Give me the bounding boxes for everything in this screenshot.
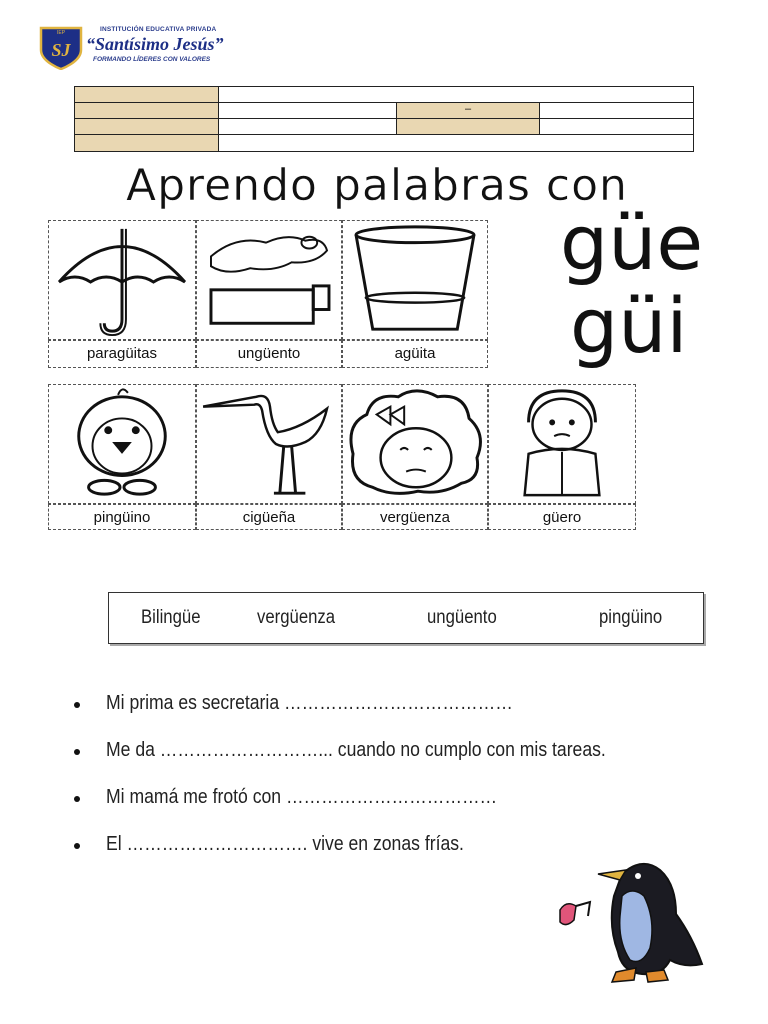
word-bank-box — [108, 592, 704, 644]
info-value-field[interactable] — [219, 103, 397, 118]
info-label-cell — [75, 103, 219, 118]
penguin-icon — [48, 384, 196, 504]
info-label-cell: – — [397, 103, 540, 118]
info-row — [75, 103, 693, 119]
student-info-table — [74, 86, 694, 152]
info-row — [75, 135, 693, 151]
blond-boy-icon — [488, 384, 636, 504]
stork-icon — [196, 384, 342, 504]
info-value-field[interactable] — [540, 119, 693, 134]
info-value-field[interactable] — [540, 103, 693, 118]
big-word-gui: güi — [570, 281, 688, 370]
info-row — [75, 119, 693, 135]
umbrella-icon — [48, 220, 196, 340]
word-bank-item: pingüino — [599, 607, 663, 628]
svg-text:IEP: IEP — [56, 30, 66, 36]
word-bank-item: vergüenza — [257, 607, 336, 628]
school-motto: FORMANDO LÍDERES CON VALORES — [93, 56, 211, 63]
info-label-cell — [75, 135, 219, 151]
school-name: “Santísimo Jesús” — [86, 34, 224, 54]
exercise-sentence: Mi prima es secretaria ………………………………… — [106, 692, 513, 714]
card-label: vergüenza — [342, 504, 488, 530]
ashamed-girl-icon — [342, 384, 488, 504]
info-value-field[interactable] — [219, 119, 397, 134]
info-label-cell — [397, 119, 540, 134]
school-logo-icon — [38, 26, 84, 70]
card-label: agüita — [342, 340, 488, 368]
card-label: ungüento — [196, 340, 342, 368]
exercise-sentence: Me da ………………………... cuando no cumplo con mis tareas. — [106, 739, 606, 761]
water-glass-icon — [342, 220, 488, 340]
big-word-gue: güe — [560, 198, 704, 287]
info-row — [75, 87, 693, 103]
info-value-field[interactable] — [219, 135, 693, 151]
bullet-icon — [74, 749, 80, 755]
card-label: cigüeña — [196, 504, 342, 530]
bullet-icon — [74, 702, 80, 708]
card-label: pingüino — [48, 504, 196, 530]
info-value-field[interactable] — [219, 87, 693, 102]
word-bank-item: ungüento — [427, 607, 497, 628]
card-label: paragüitas — [48, 340, 196, 368]
exercise-sentence: El …………………………. vive en zonas frías. — [106, 833, 464, 855]
singing-penguin-icon — [552, 856, 712, 986]
worksheet-title: Aprendo palabras con — [126, 160, 628, 211]
info-label-cell — [75, 87, 219, 102]
logo-text: SJ — [51, 40, 71, 60]
word-bank-item: Bilingüe — [141, 607, 201, 628]
exercise-sentence: Mi mamá me frotó con ……………………………… — [106, 786, 498, 808]
card-label: güero — [488, 504, 636, 530]
bullet-icon — [74, 796, 80, 802]
ointment-icon — [196, 220, 342, 340]
bullet-icon — [74, 843, 80, 849]
school-kicker: INSTITUCIÓN EDUCATIVA PRIVADA — [100, 26, 217, 33]
info-label-cell — [75, 119, 219, 134]
